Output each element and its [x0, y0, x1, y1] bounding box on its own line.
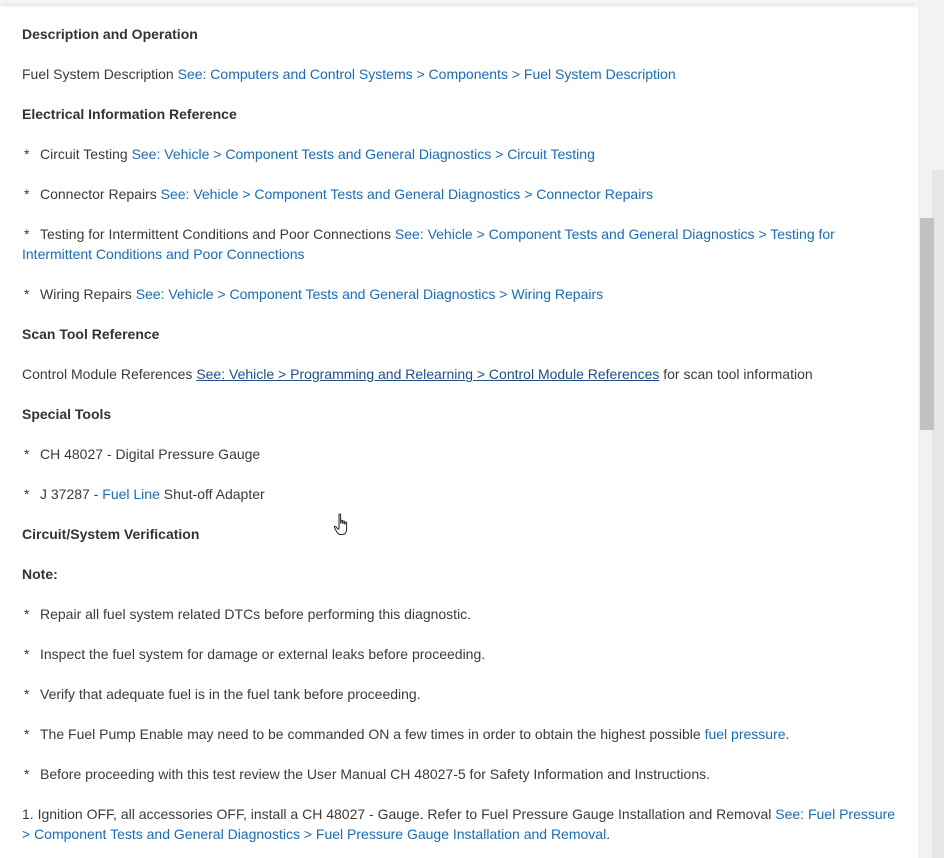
- tool-j37287-prefix: J 37287 -: [40, 486, 99, 502]
- bullet-marker: *: [24, 766, 30, 782]
- document-content: [22, 24, 907, 858]
- list-item-connector-repairs: [22, 184, 907, 204]
- connector-repairs-link[interactable]: See: Vehicle > Component Tests and General Diagnostics > Connector Repairs: [160, 186, 653, 202]
- fuel-line-link[interactable]: Fuel Line: [102, 486, 160, 502]
- intermittent-conditions-link[interactable]: See: Vehicle > Component Tests and General Diagnostics > Testing for Intermittent Conditions and Poor Connections: [22, 226, 835, 262]
- circuit-testing-label: Circuit Testing: [40, 146, 128, 162]
- scrollbar-thumb[interactable]: [920, 218, 934, 430]
- control-module-label: Control Module References: [22, 366, 193, 382]
- heading-description-operation: Description and Operation: [22, 26, 198, 42]
- bullet-marker: *: [24, 686, 30, 702]
- note-end-period: .: [785, 726, 790, 742]
- list-item-intermittent-conditions: [22, 224, 907, 264]
- step-1-text: 1. Ignition OFF, all accessories OFF, install a CH 48027 - Gauge. Refer to Fuel Pressure Gauge Installation and Removal: [22, 806, 772, 822]
- bullet-marker: *: [24, 186, 30, 202]
- note-text: The Fuel Pump Enable may need to be commanded ON a few times in order to obtain the highest possible: [40, 726, 701, 742]
- heading-circuit-verification: Circuit/System Verification: [22, 526, 200, 542]
- note-item-fuel-pump-enable: [22, 724, 907, 744]
- note-item-verify-fuel: [22, 684, 907, 704]
- fuel-pressure-gauge-installation-link[interactable]: See: Fuel Pressure > Component Tests and General Diagnostics > Fuel Pressure Gauge Installation and Removal: [22, 806, 896, 842]
- step-1: [22, 804, 907, 844]
- fuel-system-description-line: [22, 64, 907, 84]
- note-text: Inspect the fuel system for damage or external leaks before proceeding.: [40, 646, 486, 662]
- wiring-repairs-label: Wiring Repairs: [40, 286, 132, 302]
- bullet-marker: *: [24, 446, 30, 462]
- control-module-references-line: [22, 364, 907, 384]
- list-item-circuit-testing: [22, 144, 907, 164]
- note-text: Before proceeding with this test review the User Manual CH 48027-5 for Safety Information and Instructions.: [40, 766, 711, 782]
- bullet-marker: *: [24, 646, 30, 662]
- top-toolbar-edge: [0, 0, 918, 3]
- control-module-references-link[interactable]: See: Vehicle > Programming and Relearning > Control Module References: [196, 366, 660, 382]
- tool-j37287-suffix: Shut-off Adapter: [163, 486, 265, 502]
- intermittent-conditions-label: Testing for Intermittent Conditions and Poor Connections: [40, 226, 391, 242]
- list-item-tool-ch48027: [22, 444, 907, 464]
- connector-repairs-label: Connector Repairs: [40, 186, 157, 202]
- note-text: Verify that adequate fuel is in the fuel tank before proceeding.: [40, 686, 421, 702]
- note-item-user-manual: [22, 764, 907, 784]
- bullet-marker: *: [24, 226, 30, 242]
- bullet-marker: *: [24, 606, 30, 622]
- bullet-marker: *: [24, 146, 30, 162]
- tool-ch48027-text: CH 48027 - Digital Pressure Gauge: [40, 446, 261, 462]
- list-item-tool-j37287: [22, 484, 907, 504]
- bullet-marker: *: [24, 486, 30, 502]
- bullet-marker: *: [24, 726, 30, 742]
- list-item-wiring-repairs: [22, 284, 907, 304]
- note-item-inspect-fuel-system: [22, 644, 907, 664]
- note-label: Note:: [22, 566, 58, 582]
- scan-tool-suffix: for scan tool information: [663, 366, 813, 382]
- step-1-end: .: [606, 826, 611, 842]
- fuel-system-description-link[interactable]: See: Computers and Control Systems > Components > Fuel System Description: [177, 66, 676, 82]
- hand-pointer-icon: [333, 513, 351, 537]
- heading-scan-tool: Scan Tool Reference: [22, 326, 160, 342]
- circuit-testing-link[interactable]: See: Vehicle > Component Tests and General Diagnostics > Circuit Testing: [131, 146, 595, 162]
- heading-electrical-info: Electrical Information Reference: [22, 106, 237, 122]
- note-item-repair-dtcs: [22, 604, 907, 624]
- fuel-pressure-link[interactable]: fuel pressure: [704, 726, 786, 742]
- heading-special-tools: Special Tools: [22, 406, 112, 422]
- bullet-marker: *: [24, 286, 30, 302]
- note-text: Repair all fuel system related DTCs before performing this diagnostic.: [40, 606, 472, 622]
- wiring-repairs-link[interactable]: See: Vehicle > Component Tests and General Diagnostics > Wiring Repairs: [135, 286, 604, 302]
- fuel-system-label: Fuel System Description: [22, 66, 174, 82]
